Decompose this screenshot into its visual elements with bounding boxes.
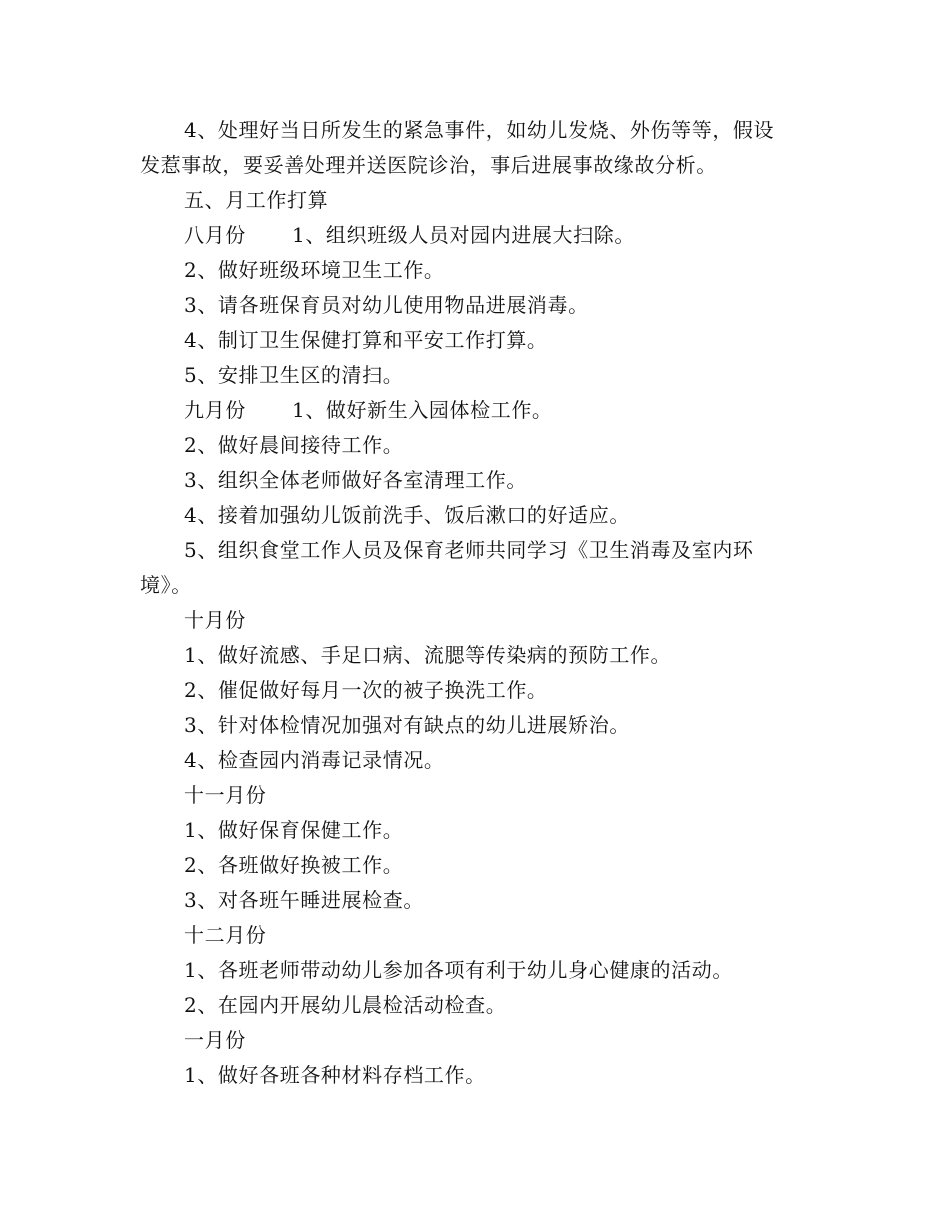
- month-label: 八月份: [184, 223, 246, 247]
- month-heading: 十二月份: [184, 923, 267, 947]
- list-item: 2、各班做好换被工作。: [184, 853, 404, 877]
- paragraph-line: 发惹事故，要妥善处理并送医院诊治，事后进展事故缘故分析。: [140, 153, 717, 177]
- list-item: 2、做好晨间接待工作。: [184, 433, 404, 457]
- month-row-september: [140, 393, 820, 428]
- list-item: 1、做好流感、手足口病、流腮等传染病的预防工作。: [184, 643, 672, 667]
- list-item: 2、催促做好每月一次的被子换洗工作。: [184, 678, 548, 702]
- list-item: 5、安排卫生区的清扫。: [184, 363, 404, 387]
- month-item: 1、组织班级人员对园内进展大扫除。: [292, 223, 635, 247]
- paragraph-line: 4、处理好当日所发生的紧急事件，如幼儿发烧、外伤等等，假设: [184, 118, 775, 142]
- month-row-august: [140, 218, 820, 253]
- list-item: 4、检查园内消毒记录情况。: [184, 748, 445, 772]
- section-heading: 五、月工作打算: [184, 188, 329, 212]
- list-item: 1、各班老师带动幼儿参加各项有利于幼儿身心健康的活动。: [184, 958, 733, 982]
- list-item: 3、请各班保育员对幼儿使用物品进展消毒。: [184, 293, 589, 317]
- month-heading: 十月份: [184, 608, 246, 632]
- list-item: 1、做好各班各种材料存档工作。: [184, 1063, 486, 1087]
- list-item: 5、组织食堂工作人员及保育老师共同学习《卫生消毒及室内环: [184, 538, 754, 562]
- list-item: 4、制订卫生保健打算和平安工作打算。: [184, 328, 548, 352]
- list-item: 1、做好保育保健工作。: [184, 818, 404, 842]
- list-item: 4、接着加强幼儿饭前洗手、饭后漱口的好适应。: [184, 503, 630, 527]
- month-item: 1、做好新生入园体检工作。: [292, 398, 553, 422]
- list-item: 2、做好班级环境卫生工作。: [184, 258, 445, 282]
- list-item: 3、对各班午睡进展检查。: [184, 888, 424, 912]
- month-heading: 一月份: [184, 1028, 246, 1052]
- list-item-continuation: 境》。: [140, 573, 192, 597]
- list-item: 3、针对体检情况加强对有缺点的幼儿进展矫治。: [184, 713, 630, 737]
- month-label: 九月份: [184, 398, 246, 422]
- list-item: 2、在园内开展幼儿晨检活动检查。: [184, 993, 507, 1017]
- month-heading: 十一月份: [184, 783, 267, 807]
- document-body: [140, 113, 820, 1093]
- list-item: 3、组织全体老师做好各室清理工作。: [184, 468, 527, 492]
